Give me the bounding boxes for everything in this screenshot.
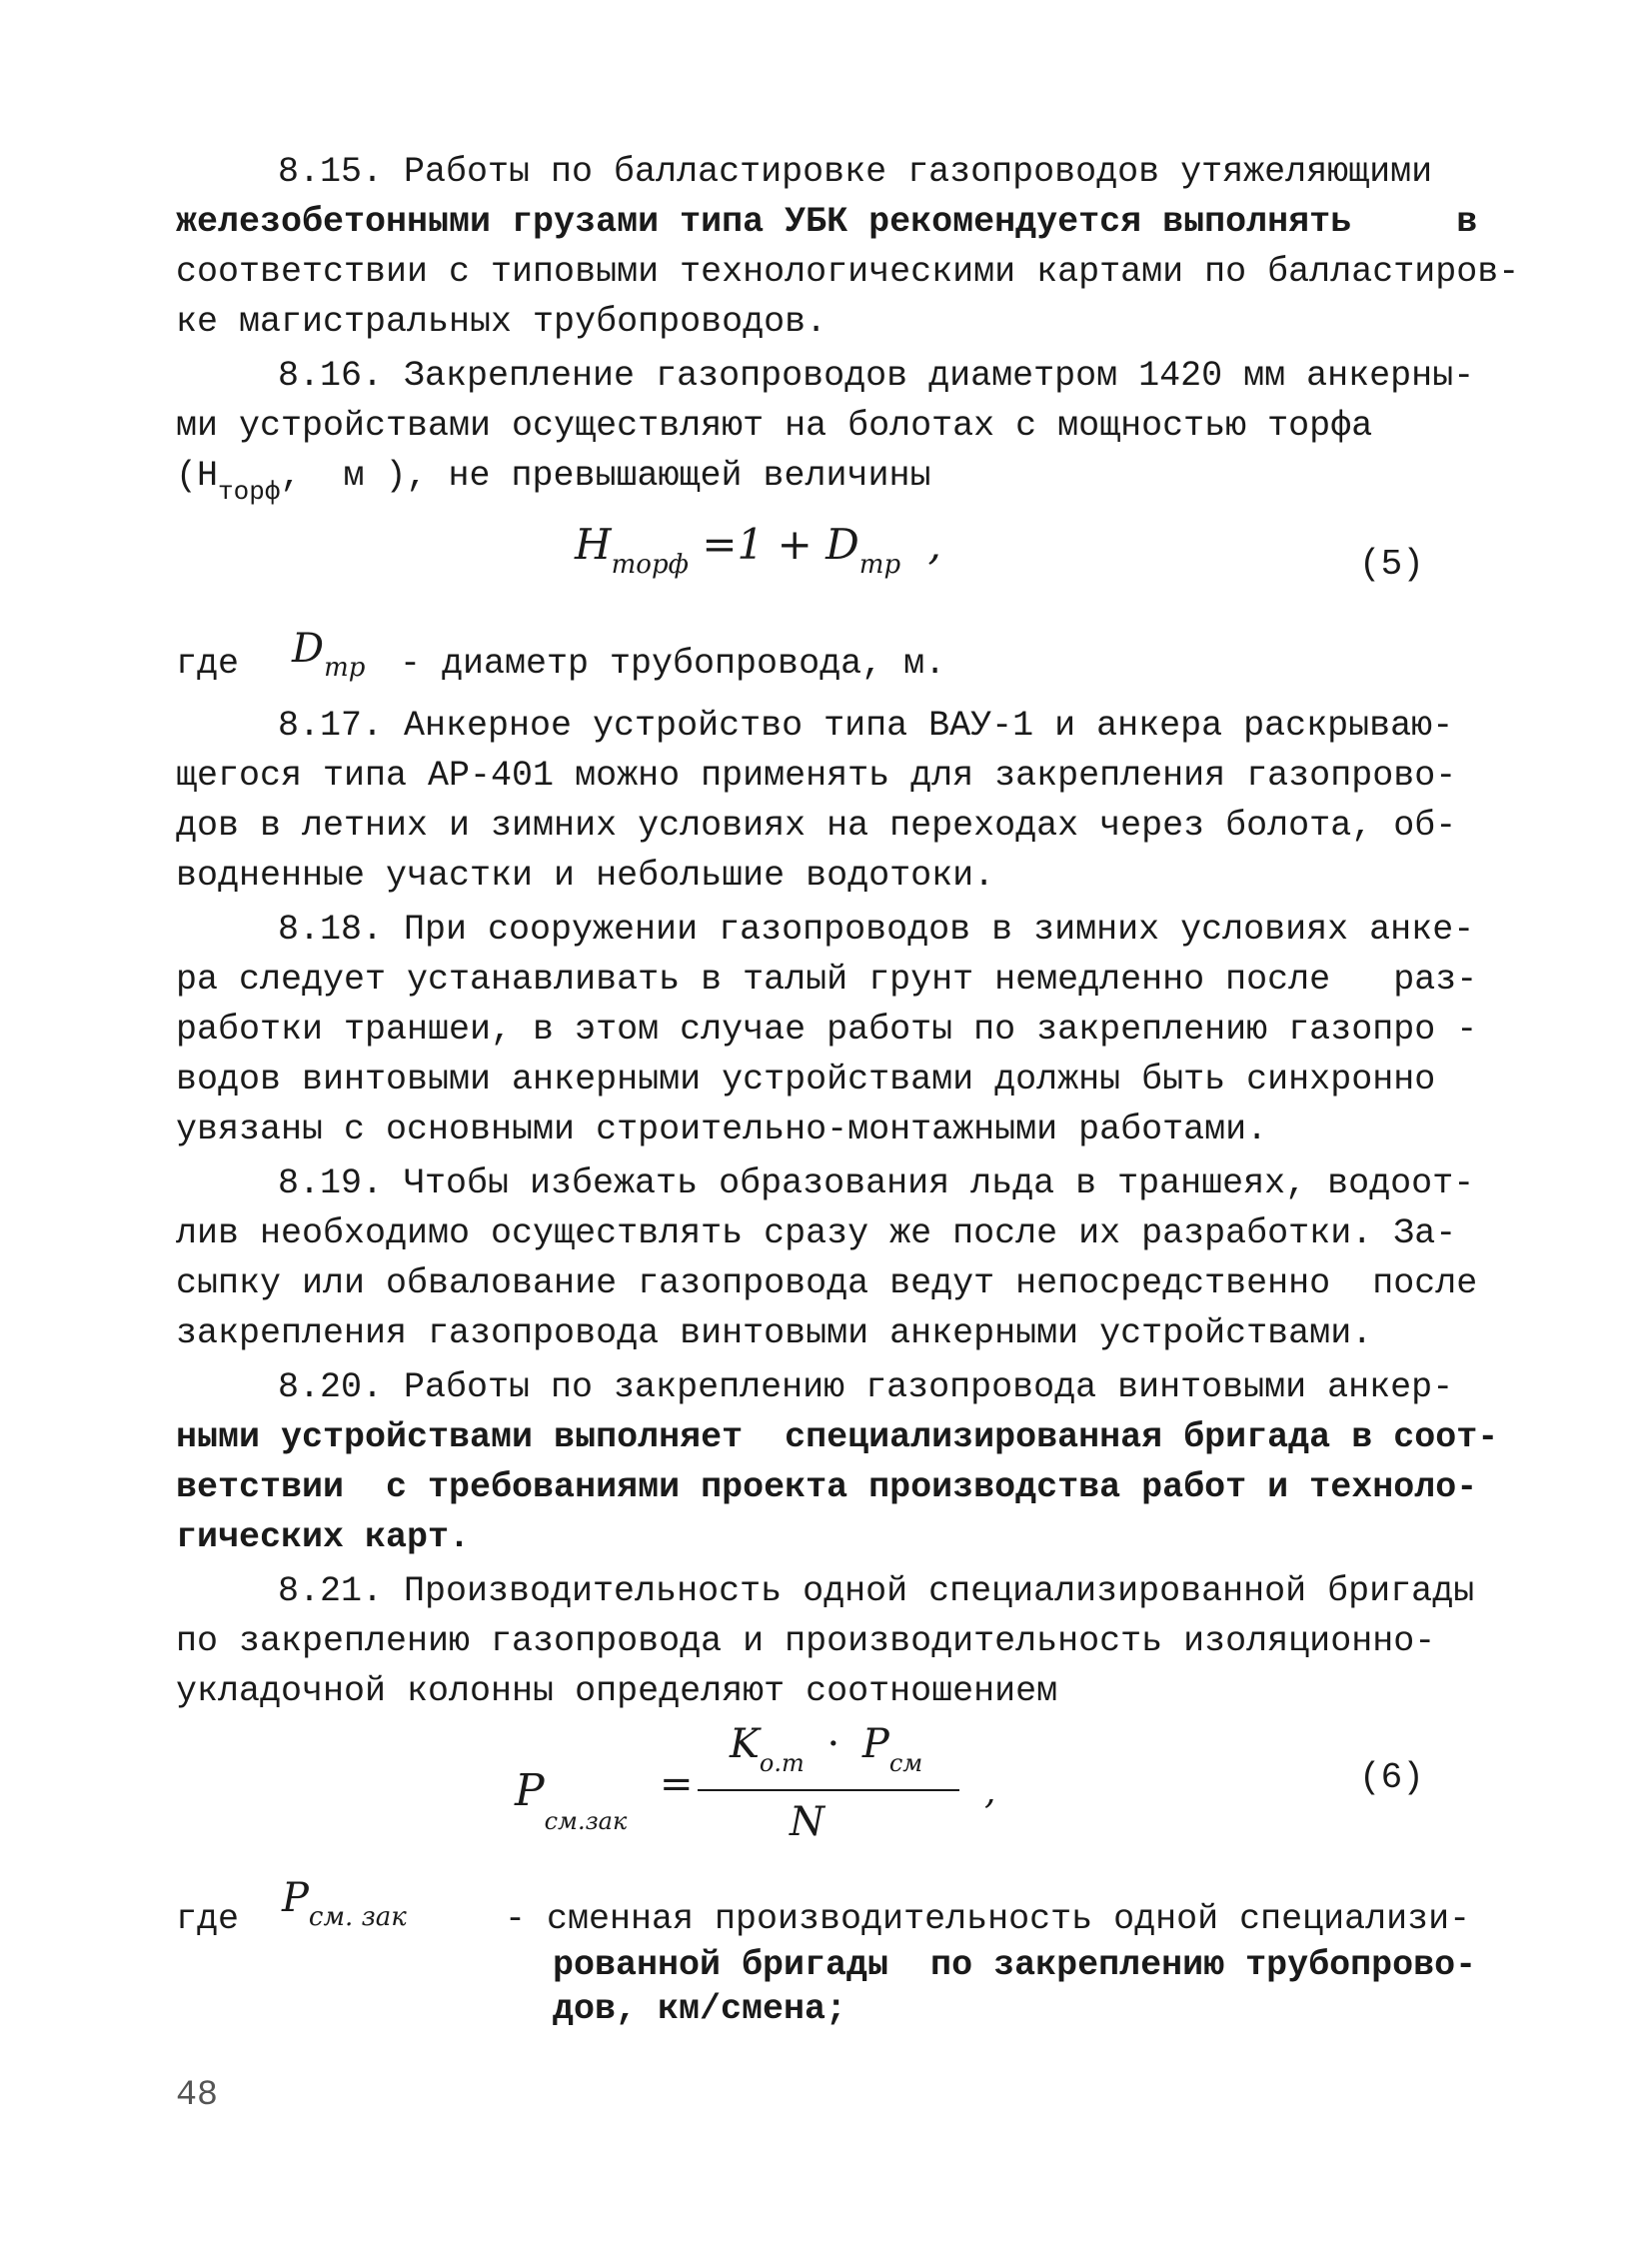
equation-5 [575, 520, 941, 580]
eq6-equals: = [660, 1761, 694, 1807]
eq6-numerator [730, 1721, 923, 1777]
where-6-p: P [282, 1875, 309, 1921]
eq5-h: H [575, 520, 612, 569]
p815-line-2: железобетонными грузами типа УБК рекомендуется выполнять в [176, 202, 1478, 242]
eq5-body: =1 + D [702, 520, 859, 569]
p817-line-1: 8.17. Анкерное устройство типа ВАУ-1 и анкера раскрываю- [278, 706, 1454, 746]
p820-line-1: 8.20. Работы по закреплению газопровода винтовыми анкер- [278, 1367, 1454, 1407]
p820-line-2: ными устройствами выполняет специализированная бригада в соот- [176, 1417, 1499, 1457]
p821-line-2: по закреплению газопровода и производительность изоляционно- [176, 1621, 1436, 1661]
p819-line-4: закрепления газопровода винтовыми анкерными устройствами. [176, 1313, 1373, 1353]
where-6-line-3: дов, км/смена; [553, 1989, 847, 2029]
page-number: 48 [176, 2075, 219, 2115]
eq6-comma: , [984, 1771, 996, 1812]
p815-line-3: соответствии с типовыми технологическими картами по балластиров- [176, 252, 1520, 292]
where-5-symbol [292, 626, 366, 683]
eq5-comma: , [927, 520, 941, 569]
p815-line-1: 8.15. Работы по балластировке газопроводов утяжеляющими [278, 152, 1433, 192]
eq5-h-sub: торф [611, 550, 689, 580]
eq6-fraction-bar [698, 1789, 959, 1791]
where-5-gde: где [176, 644, 240, 684]
p816-line-3-rest: , м ), не превышающей величины [280, 456, 931, 496]
p820-line-3: ветствии с требованиями проекта производства работ и техноло- [176, 1467, 1478, 1507]
p820-line-4: гических карт. [176, 1517, 471, 1557]
equation-5-number: (5) [1359, 544, 1424, 585]
h-symbol: (H [176, 456, 219, 496]
p817-line-3: дов в летних и зимних условиях на переходах через болота, об- [176, 806, 1457, 846]
eq6-p-num: P [861, 1721, 889, 1767]
p816-line-2: ми устройствами осуществляют на болотах с мощностью торфа [176, 406, 1373, 446]
p816-line-3 [176, 450, 931, 507]
p821-line-1: 8.21. Производительность одной специализированной бригады [278, 1571, 1475, 1611]
where-6-p-sub: см. зак [308, 1902, 407, 1932]
where-5-text: - диаметр трубопровода, м. [400, 644, 946, 684]
p818-line-5: увязаны с основными строительно-монтажными работами. [176, 1110, 1268, 1149]
p816-line-1: 8.16. Закрепление газопроводов диаметром 1420 мм анкерны- [278, 356, 1475, 396]
p818-line-1: 8.18. При сооружении газопроводов в зимних условиях анке- [278, 910, 1475, 950]
p815-line-4: ке магистральных трубопроводов. [176, 302, 827, 342]
p819-line-1: 8.19. Чтобы избежать образования льда в траншеях, водоот- [278, 1163, 1475, 1203]
eq6-k: K [730, 1721, 760, 1767]
where-5-d-sub: тр [324, 653, 366, 683]
eq6-p-num-sub: см [888, 1749, 923, 1777]
eq6-dot: · [826, 1721, 840, 1767]
p821-line-3: укладочной колонны определяют соотношением [176, 1671, 1058, 1711]
eq5-d-sub: тр [858, 550, 901, 580]
eq6-p: P [515, 1765, 545, 1816]
where-6-line-1: - сменная производительность одной специализи- [505, 1899, 1471, 1939]
p819-line-3: сыпку или обвалование газопровода ведут непосредственно после [176, 1263, 1478, 1303]
p817-line-4: водненные участки и небольшие водотоки. [176, 856, 995, 896]
eq6-p-sub: см.зак [544, 1807, 628, 1835]
p818-line-2: ра следует устанавливать в талый грунт немедленно после раз- [176, 960, 1478, 1000]
eq6-k-sub: о.т [759, 1749, 805, 1777]
where-6-line-2: рованной бригады по закреплению трубопрово- [553, 1945, 1477, 1985]
h-subscript: торф [218, 477, 281, 507]
equation-6-number: (6) [1359, 1757, 1424, 1798]
where-5-d: D [292, 626, 325, 672]
eq6-denominator: N [790, 1799, 825, 1845]
where-6-symbol [282, 1875, 407, 1932]
p818-line-4: водов винтовыми анкерными устройствами должны быть синхронно [176, 1060, 1436, 1100]
eq6-lhs [515, 1765, 628, 1835]
where-6-gde: где [176, 1899, 240, 1939]
p819-line-2: лив необходимо осуществлять сразу же после их разработки. За- [176, 1213, 1457, 1253]
p818-line-3: работки траншеи, в этом случае работы по закреплению газопро - [176, 1010, 1478, 1050]
p817-line-2: щегося типа АР-401 можно применять для закрепления газопрово- [176, 756, 1457, 796]
